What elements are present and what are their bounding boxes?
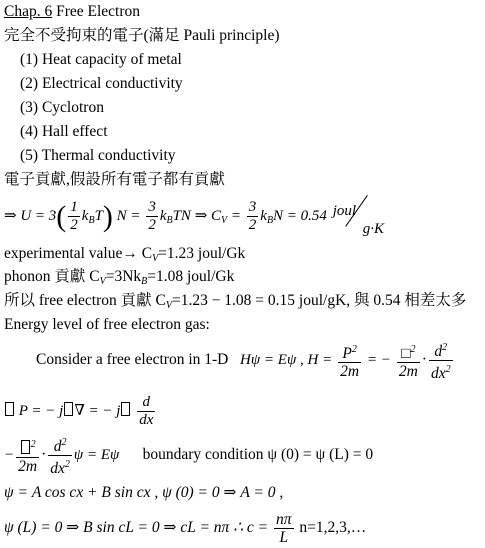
fraction-numerator: 3 [148,199,156,216]
list-item: (1) Heat capacity of metal [20,51,182,68]
list-item: (3) Cyclotron [20,99,104,116]
quantization-lhs: ψ (L) = 0 ⇒ B sin cL = 0 ⇒ cL = nπ ∴ c = [4,519,269,536]
schrodinger-eq: ψ = Eψ [73,447,120,464]
unit-denominator: g·K [362,220,384,237]
length-l: L [279,528,289,546]
energy-lhs: U = 3 [20,208,57,224]
chapter-title: Free Electron [56,3,141,20]
hamiltonian-lhs: Hψ = Eψ , H = [240,352,333,369]
intro-line: 完全不受拘束的電子(滿足 Pauli principle) [4,27,280,44]
heading [4,3,140,21]
experimental-value: =1.23 joul/Gk [158,245,246,262]
two-m: 2m [340,363,360,380]
free-electron-value: =1.23 − 1.08 = 0.15 joul/gK, 與 0.54 相差太多 [171,292,467,309]
momentum-line [4,390,157,432]
boundary-condition: boundary condition ψ (0) = ψ (L) = 0 [142,446,374,464]
dx-symbol: dx [139,412,154,429]
equals-minus: = − [366,352,391,369]
free-electron-label: 所以 free electron 貢獻 C [4,292,166,309]
list-item: (5) Thermal conductivity [20,147,176,164]
fraction-denominator: 2 [70,217,78,234]
quantization-line [4,508,366,548]
fraction-numerator: 1 [70,199,78,216]
d-symbol: d [434,343,443,360]
phonon-line: phonon 貢獻 $C_V=3Nk_B=1.08$ joul/Gk [4,268,235,287]
momentum-lhs: P = − j [18,403,64,419]
chapter-label: Chap. 6 [4,3,53,20]
equals-sign: = [230,208,242,224]
list-item: (4) Hall effect [20,123,108,140]
unit-fraction [331,197,393,237]
n-pi: nπ [276,510,292,528]
consider-text: Consider a free electron in 1-D [36,351,229,369]
hamiltonian-line: Consider a free electron in 1-D Hψ = Eψ , H = $\frac{P^2}{2m}$ = − $\frac{□^2}{2m}$ · $\frac{d^2}{dx^2}$ [36,339,455,382]
phonon-label: phonon 貢獻 C [4,268,100,285]
schrodinger-line: − $\frac{^2}{2m}$ · $\frac{d^2}{dx^2}$ ψ = Eψ boundary condition ψ (0) = ψ (L) = 0 [4,434,373,477]
implies-arrow: ⇒ [4,208,17,224]
free-electron-line: 所以 free electron 貢獻 $C_V=1.23 - 1.08 = 0.15$ joul/gK, 與 0.54 相差太多 [4,292,467,311]
ktn-term: TN ⇒ [172,208,208,224]
energy-after: N = [116,208,141,224]
experimental-line: experimental value→ $C_V=1.23$ joul/Gk [4,245,246,264]
momentum-mid: ∇ = − j [74,403,121,419]
kb-symbol: k [81,208,89,224]
solution-line: ψ = A cos cx + B sin cx , ψ (0) = 0 ⇒ A = 0 , [4,484,284,501]
cv-equation: ⇒ U = 3( $\frac{1}{2}$ $k_BT$) N = $\frac{3}{2}$ $k_BTN$ ⇒ $C_V$ = $\frac{3}{2}$ $k_BN = 0.54$ joul g·K [4,196,393,241]
list-item: (2) Electrical conductivity [20,75,183,92]
dx-symbol: dx [430,365,446,382]
contribution-line: 電子貢獻,假設所有電子都有貢獻 [4,171,225,188]
unit-numerator: joul [332,202,357,219]
n-values: n=1,2,3,… [299,519,367,536]
energy-level-line: Energy level of free electron gas: [4,316,210,333]
phonon-rest: =1.08 joul/Gk [147,268,235,285]
cv-result: N = 0.54 [273,208,327,224]
hbar-symbol: □ [401,345,411,362]
phonon-value: =3Nk [105,268,142,285]
fraction-denominator: 2 [148,217,156,234]
p-symbol: P [342,345,352,362]
d-symbol: d [137,394,155,412]
cv-symbol: C [211,208,222,224]
experimental-label: experimental value→ C [4,245,153,262]
